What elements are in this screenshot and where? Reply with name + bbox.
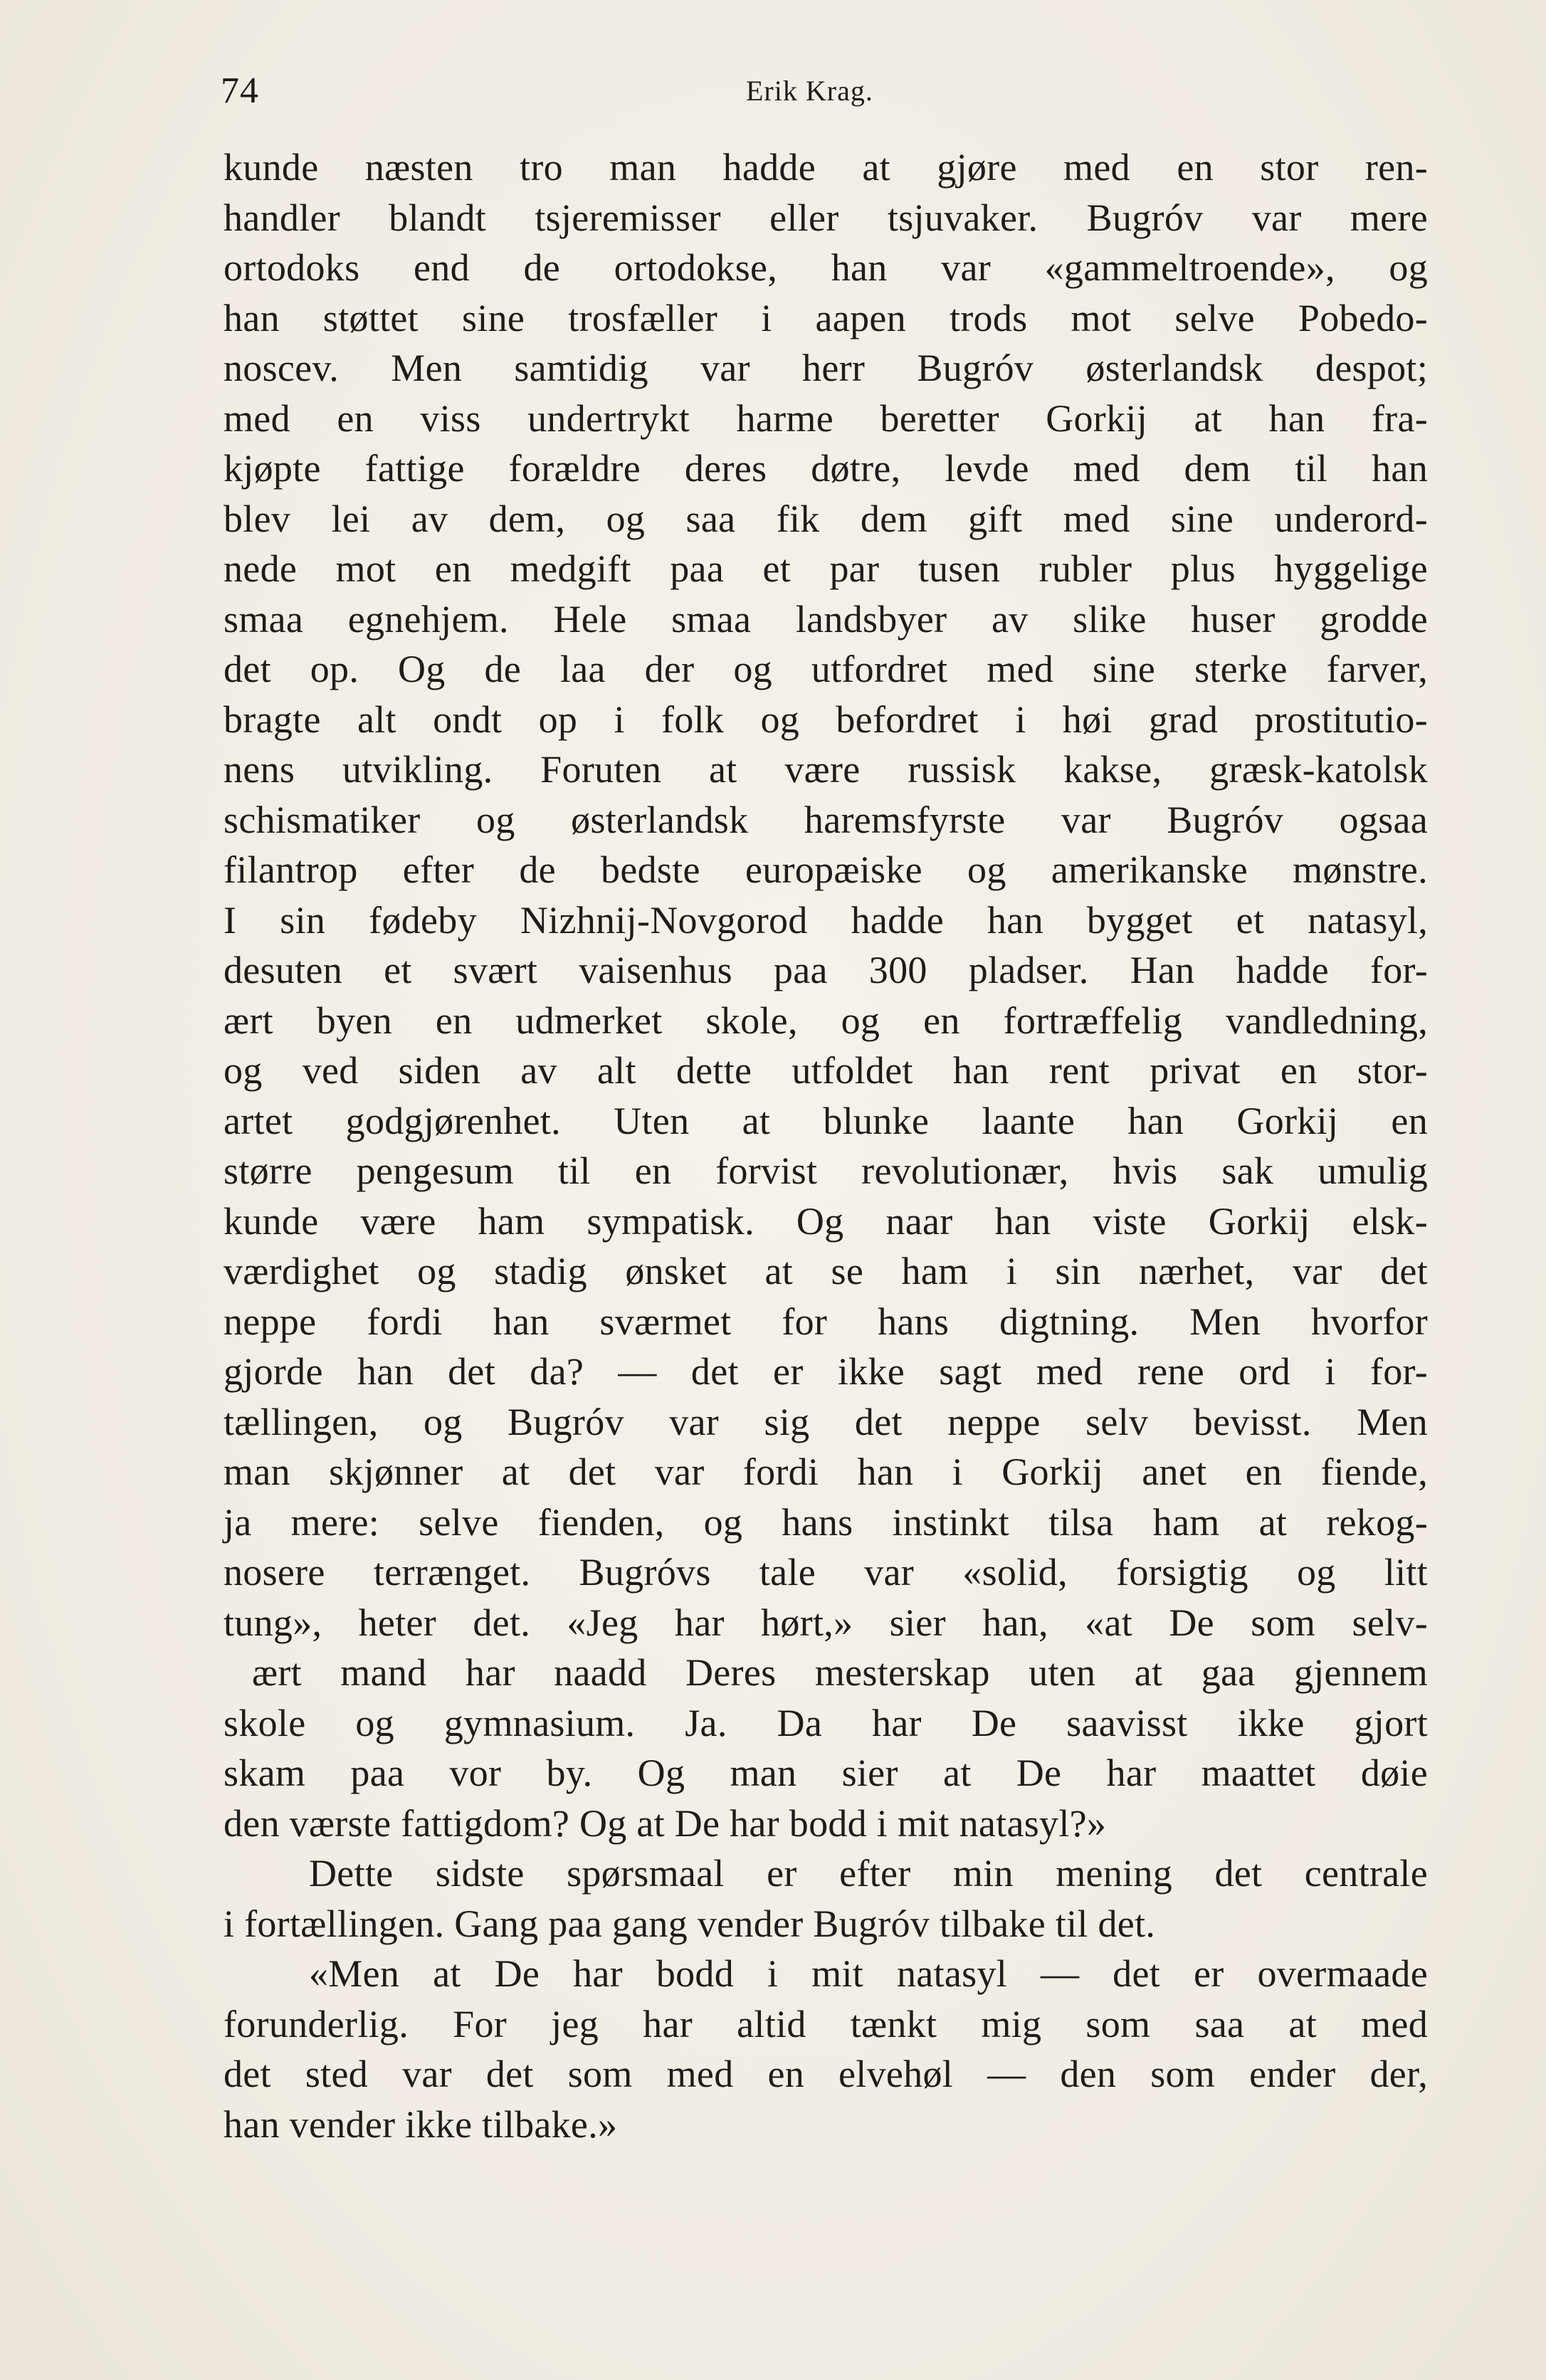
text-line: han støttet sine trosfæller i aapen trods mot selve Pobedo- <box>224 296 1428 339</box>
text-line: neppe fordi han sværmet for hans digtning. Men hvorfor <box>224 1300 1428 1343</box>
text-line: Dette sidste spørsmaal er efter min mening det centrale <box>309 1852 1428 1895</box>
text-line: kunde næsten tro man hadde at gjøre med en stor ren- <box>224 146 1428 189</box>
text-line: I sin fødeby Nizhnij-Novgorod hadde han bygget et natasyl, <box>224 898 1428 942</box>
text-line: større pengesum til en forvist revolutionær, hvis sak umulig <box>224 1149 1428 1192</box>
text-line: bragte alt ondt op i folk og befordret i høi grad prostitutio- <box>224 697 1428 741</box>
text-line: tællingen, og Bugróv var sig det neppe selv bevisst. Men <box>224 1400 1428 1443</box>
text-line: man skjønner at det var fordi han i Gorkij anet en fiende, <box>224 1450 1428 1493</box>
text-line: nens utvikling. Foruten at være russisk kakse, græsk-katolsk <box>224 748 1428 791</box>
text-line: kjøpte fattige forældre deres døtre, levde med dem til han <box>224 447 1428 490</box>
text-line: filantrop efter de bedste europæiske og amerikanske mønstre. <box>224 848 1428 891</box>
page-number: 74 <box>221 70 259 111</box>
text-line: det sted var det som med en elvehøl — den som ender der, <box>224 2053 1428 2095</box>
text-line: desuten et svært vaisenhus paa 300 pladser. Han hadde for- <box>224 949 1428 991</box>
text-line: ært mand har naadd Deres mesterskap uten at gaa gjennem <box>252 1651 1428 1694</box>
text-line: med en viss undertrykt harme beretter Gorkij at han fra- <box>224 396 1428 440</box>
text-line: gjorde han det da? — det er ikke sagt med rene ord i for- <box>224 1350 1428 1393</box>
text-line: den værste fattigdom? Og at De har bodd i mit natasyl?» <box>224 1801 1107 1845</box>
text-line: og ved siden av alt dette utfoldet han rent privat en stor- <box>224 1049 1428 1092</box>
text-line: ært byen en udmerket skole, og en fortræffelig vandledning, <box>224 999 1428 1042</box>
body-text <box>224 142 1428 2149</box>
page-header <box>221 63 1416 120</box>
text-line: i fortællingen. Gang paa gang vender Bugróv tilbake til det. <box>224 1902 1156 1945</box>
text-line: værdighet og stadig ønsket at se ham i sin nærhet, var det <box>224 1250 1428 1292</box>
text-line: det op. Og de laa der og utfordret med sine sterke farver, <box>224 648 1428 690</box>
text-line: blev lei av dem, og saa fik dem gift med sine underord- <box>224 497 1428 540</box>
text-line: ja mere: selve fienden, og hans instinkt tilsa ham at rekog- <box>224 1500 1428 1544</box>
text-line: smaa egnehjem. Hele smaa landsbyer av slike huser grodde <box>224 597 1428 641</box>
text-line: skam paa vor by. Og man sier at De har maattet døie <box>224 1752 1428 1794</box>
text-line: «Men at De har bodd i mit natasyl — det er overmaade <box>309 1952 1428 1995</box>
text-line: kunde være ham sympatisk. Og naar han viste Gorkij elsk- <box>224 1199 1428 1243</box>
text-line: skole og gymnasium. Ja. Da har De saavisst ikke gjort <box>224 1701 1428 1744</box>
text-line: tung», heter det. «Jeg har hørt,» sier han, «at De som selv- <box>224 1601 1428 1644</box>
text-line: han vender ikke tilbake.» <box>224 2102 618 2146</box>
text-line: artet godgjørenhet. Uten at blunke laante han Gorkij en <box>224 1099 1428 1142</box>
text-line: ortodoks end de ortodokse, han var «gammeltroende», og <box>224 246 1428 289</box>
text-line: schismatiker og østerlandsk haremsfyrste var Bugróv ogsaa <box>224 798 1428 841</box>
text-line: handler blandt tsjeremisser eller tsjuvaker. Bugróv var mere <box>224 196 1428 239</box>
text-line: forunderlig. For jeg har altid tænkt mig som saa at med <box>224 2002 1428 2045</box>
running-head-author: Erik Krag. <box>746 75 873 107</box>
text-line: noscev. Men samtidig var herr Bugróv østerlandsk despot; <box>224 347 1428 389</box>
text-line: nede mot en medgift paa et par tusen rubler plus hyggelige <box>224 547 1428 590</box>
text-line: nosere terrænget. Bugróvs tale var «solid, forsigtig og litt <box>224 1551 1428 1594</box>
